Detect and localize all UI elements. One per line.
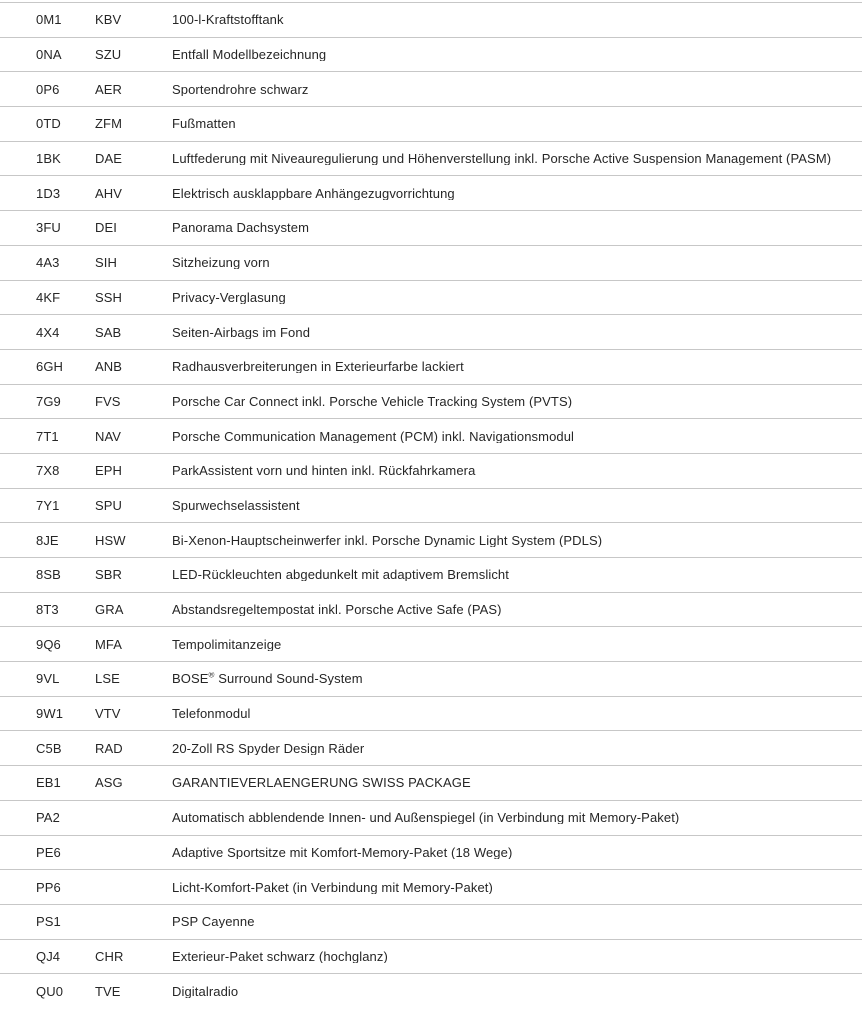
table-row	[0, 626, 862, 661]
description-cell: GARANTIEVERLAENGERUNG SWISS PACKAGE	[172, 776, 471, 790]
secondary-code-cell: RAD	[95, 740, 123, 756]
description-cell: Bi-Xenon-Hauptscheinwerfer inkl. Porsche Dynamic Light System (PDLS)	[172, 533, 603, 547]
secondary-code-cell: NAV	[95, 428, 122, 444]
secondary-code-cell: TVE	[95, 983, 121, 999]
description-cell: Panorama Dachsystem	[172, 221, 310, 235]
secondary-code-cell: SAB	[95, 324, 122, 340]
table-row	[0, 106, 862, 141]
option-code-cell: PS1	[36, 914, 61, 930]
secondary-code-cell: FVS	[95, 393, 121, 409]
option-code-cell: 4KF	[36, 289, 61, 305]
description-cell: ParkAssistent vorn und hinten inkl. Rückfahrkamera	[172, 464, 476, 478]
description-cell: Sportendrohre schwarz	[172, 82, 309, 96]
description-cell: Seiten-Airbags im Fond	[172, 325, 311, 339]
table-row	[0, 661, 862, 696]
secondary-code-cell: CHR	[95, 948, 124, 964]
secondary-code-cell: GRA	[95, 602, 124, 618]
table-row	[0, 210, 862, 245]
description-cell: Tempolimitanzeige	[172, 637, 282, 651]
option-code-cell: QU0	[36, 983, 64, 999]
option-code-cell: QJ4	[36, 948, 61, 964]
table-row	[0, 384, 862, 419]
option-code-cell: PE6	[36, 844, 61, 860]
description-cell: Porsche Car Connect inkl. Porsche Vehicle Tracking System (PVTS)	[172, 394, 573, 408]
table-row	[0, 2, 862, 37]
secondary-code-cell: EPH	[95, 463, 123, 479]
table-row	[0, 37, 862, 72]
table-row	[0, 314, 862, 349]
option-code-cell: 8JE	[36, 532, 59, 548]
secondary-code-cell: HSW	[95, 532, 126, 548]
description-cell: Entfall Modellbezeichnung	[172, 48, 327, 62]
table-row	[0, 349, 862, 384]
secondary-code-cell: AER	[95, 81, 123, 97]
description-cell: Telefonmodul	[172, 707, 251, 721]
description-cell: PSP Cayenne	[172, 915, 255, 929]
option-code-cell: 1BK	[36, 151, 61, 167]
description-cell: Elektrisch ausklappbare Anhängezugvorrichtung	[172, 186, 455, 200]
option-code-cell: C5B	[36, 740, 62, 756]
option-code-cell: 3FU	[36, 220, 61, 236]
table-row	[0, 904, 862, 939]
table-row	[0, 557, 862, 592]
option-code-cell: 9VL	[36, 671, 60, 687]
option-code-cell: 0TD	[36, 116, 61, 132]
secondary-code-cell: VTV	[95, 706, 121, 722]
table-row	[0, 453, 862, 488]
option-code-cell: 7Y1	[36, 497, 60, 513]
secondary-code-cell: KBV	[95, 12, 122, 28]
option-code-cell: 8SB	[36, 567, 61, 583]
secondary-code-cell: MFA	[95, 636, 123, 652]
description-cell: Digitalradio	[172, 984, 239, 998]
description-cell: Abstandsregeltempostat inkl. Porsche Active Safe (PAS)	[172, 603, 502, 617]
table-row	[0, 592, 862, 627]
description-cell: LED-Rückleuchten abgedunkelt mit adaptivem Bremslicht	[172, 568, 509, 582]
table-row	[0, 488, 862, 523]
description-cell: Privacy-Verglasung	[172, 290, 286, 304]
table-row	[0, 730, 862, 765]
option-code-cell: 6GH	[36, 359, 64, 375]
description-cell: 20-Zoll RS Spyder Design Räder	[172, 741, 365, 755]
secondary-code-cell: ZFM	[95, 116, 123, 132]
table-row	[0, 141, 862, 176]
secondary-code-cell: DEI	[95, 220, 117, 236]
table-row	[0, 245, 862, 280]
description-cell: 100-l-Kraftstofftank	[172, 13, 284, 27]
option-code-cell: 7G9	[36, 393, 61, 409]
option-code-cell: PP6	[36, 879, 61, 895]
secondary-code-cell: ASG	[95, 775, 123, 791]
option-code-cell: PA2	[36, 810, 60, 826]
table-row	[0, 522, 862, 557]
option-code-cell: EB1	[36, 775, 61, 791]
description-cell: Spurwechselassistent	[172, 498, 300, 512]
option-code-cell: 0P6	[36, 81, 60, 97]
secondary-code-cell: SPU	[95, 497, 123, 513]
secondary-code-cell: SZU	[95, 47, 122, 63]
table-row	[0, 696, 862, 731]
table-row	[0, 765, 862, 800]
table-row	[0, 71, 862, 106]
option-code-cell: 9Q6	[36, 636, 61, 652]
secondary-code-cell: SSH	[95, 289, 123, 305]
equipment-code-table	[0, 2, 862, 1008]
description-cell: Adaptive Sportsitze mit Komfort-Memory-Paket (18 Wege)	[172, 845, 513, 859]
description-cell: Exterieur-Paket schwarz (hochglanz)	[172, 949, 388, 963]
table-row	[0, 939, 862, 974]
description-cell: Licht-Komfort-Paket (in Verbindung mit Memory-Paket)	[172, 880, 493, 894]
description-cell: Radhausverbreiterungen in Exterieurfarbe lackiert	[172, 360, 464, 374]
description-cell: Automatisch abblendende Innen- und Außenspiegel (in Verbindung mit Memory-Paket)	[172, 811, 680, 825]
option-code-cell: 0NA	[36, 47, 62, 63]
option-code-cell: 4X4	[36, 324, 60, 340]
option-code-cell: 9W1	[36, 706, 64, 722]
secondary-code-cell: SIH	[95, 255, 117, 271]
option-code-cell: 0M1	[36, 12, 62, 28]
table-row	[0, 175, 862, 210]
description-cell: Fußmatten	[172, 117, 236, 131]
description-cell: Luftfederung mit Niveauregulierung und Höhenverstellung inkl. Porsche Active Suspension Management (PASM)	[172, 152, 832, 166]
table-row	[0, 869, 862, 904]
table-row	[0, 280, 862, 315]
option-code-cell: 4A3	[36, 255, 60, 271]
secondary-code-cell: SBR	[95, 567, 123, 583]
secondary-code-cell: AHV	[95, 185, 123, 201]
table-row	[0, 835, 862, 870]
secondary-code-cell: DAE	[95, 151, 123, 167]
description-cell: BOSE® Surround Sound-System	[172, 672, 363, 686]
secondary-code-cell: ANB	[95, 359, 123, 375]
secondary-code-cell: LSE	[95, 671, 120, 687]
option-code-cell: 1D3	[36, 185, 61, 201]
option-code-cell: 8T3	[36, 602, 59, 618]
table-row	[0, 418, 862, 453]
table-row	[0, 973, 862, 1008]
option-code-cell: 7T1	[36, 428, 59, 444]
table-row	[0, 800, 862, 835]
description-cell: Porsche Communication Management (PCM) inkl. Navigationsmodul	[172, 429, 575, 443]
description-cell: Sitzheizung vorn	[172, 256, 270, 270]
option-code-cell: 7X8	[36, 463, 60, 479]
